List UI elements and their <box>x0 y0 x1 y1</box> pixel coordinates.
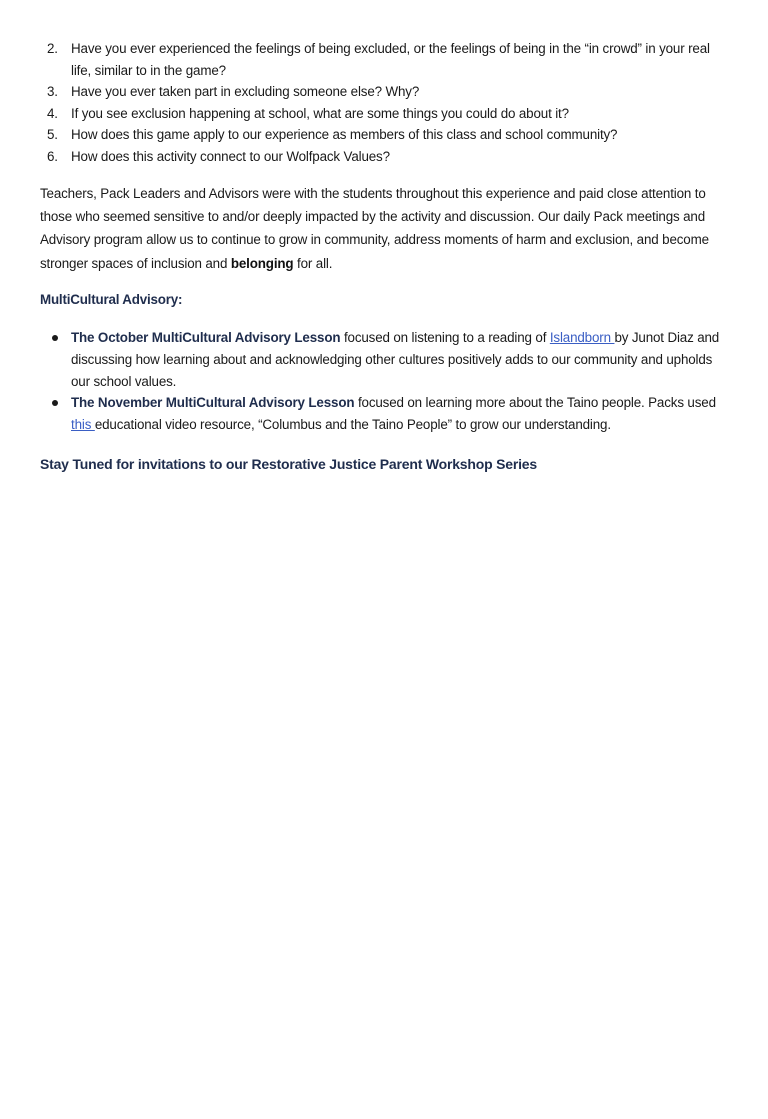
lesson-title: The October MultiCultural Advisory Lesson <box>71 330 341 345</box>
paragraph-bold-word: belonging <box>230 255 294 271</box>
lesson-text-end: by Junot Diaz and discussing how learning about and acknowledging other cultures positively adds to our community and upholds our school values. <box>71 330 720 389</box>
list-item <box>40 81 730 103</box>
question-text: How does this activity connect to our Wolfpack Values? <box>71 148 390 164</box>
list-item <box>40 103 730 125</box>
lesson-text: focused on listening to a reading of <box>340 330 550 345</box>
body-paragraph <box>40 182 730 275</box>
question-text: How does this game apply to our experience as members of this class and school community? <box>71 127 618 142</box>
video-resource-link[interactable]: this <box>71 417 95 433</box>
lesson-text-end: educational video resource, “Columbus and the Taino People” to grow our understanding. <box>94 417 611 433</box>
list-item <box>40 124 730 146</box>
question-text: Have you ever experienced the feelings of being excluded, or the feelings of being in the “in crowd” in your real life, similar to in the game? <box>71 41 710 78</box>
list-number: 3. <box>47 84 58 99</box>
list-item <box>40 392 730 436</box>
paragraph-text-end: for all. <box>293 255 333 271</box>
question-text: If you see exclusion happening at school, what are some things you could do about it? <box>71 105 569 121</box>
list-number: 6. <box>47 148 58 164</box>
question-text: Have you ever taken part in excluding someone else? Why? <box>71 84 420 99</box>
lesson-text: focused on learning more about the Taino people. Packs used <box>354 395 716 411</box>
list-number: 4. <box>47 105 58 121</box>
list-number: 5. <box>47 127 58 142</box>
list-number: 2. <box>47 41 58 56</box>
discussion-questions-list <box>40 38 730 167</box>
closing-announcement: Stay Tuned for invitations to our Restorative Justice Parent Workshop Series <box>40 456 537 472</box>
lesson-bullet-list <box>40 327 730 436</box>
islandborn-link[interactable]: Islandborn <box>549 330 615 345</box>
list-item <box>40 38 730 81</box>
paragraph-text: Teachers, Pack Leaders and Advisors were with the students throughout this experience and paid close attention to those who seemed sensitive to and/or deeply impacted by the activity and discussion. Our daily Pack meetings and Advisory program allow us to continue to grow in community, address moments of harm and exclusion, and become stronger spaces of inclusion and <box>40 186 709 271</box>
bullet-icon <box>52 335 58 341</box>
list-item <box>40 146 730 168</box>
list-item <box>40 327 730 392</box>
lesson-title: The November MultiCultural Advisory Lesson <box>71 395 355 411</box>
bullet-icon <box>52 400 58 406</box>
section-heading: MultiCultural Advisory: <box>40 292 183 307</box>
